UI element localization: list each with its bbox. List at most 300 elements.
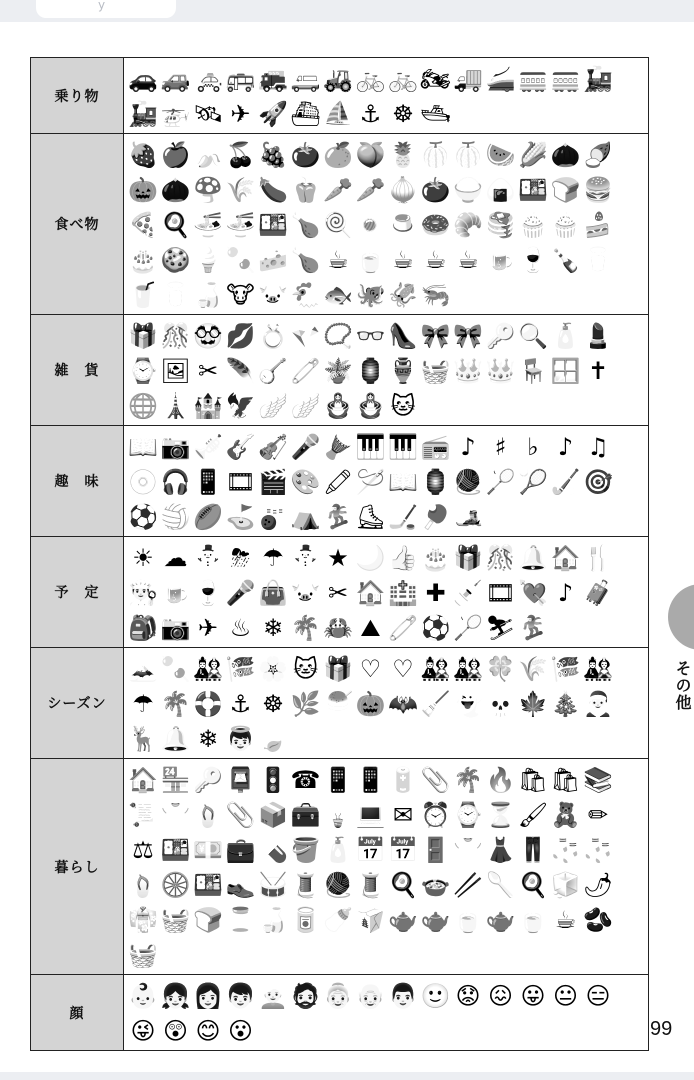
symbol-icon[interactable]: 🍷 xyxy=(193,578,223,607)
symbol-icon[interactable]: 🍗 xyxy=(290,210,321,239)
symbol-icon[interactable]: 🫖 xyxy=(420,905,451,934)
symbol-icon[interactable]: 🛥 xyxy=(420,99,451,128)
symbol-icon[interactable]: 🏮 xyxy=(420,467,451,496)
symbol-icon[interactable]: ✏ xyxy=(587,800,609,829)
symbol-icon[interactable]: 🍎 xyxy=(160,140,191,169)
symbol-icon[interactable]: 🛟 xyxy=(193,689,223,718)
symbol-icon[interactable]: 🌰 xyxy=(550,140,581,169)
symbol-icon[interactable]: 🌴 xyxy=(453,765,483,794)
symbol-icon[interactable]: 🍃 xyxy=(258,724,288,753)
symbol-icon[interactable]: 👍 xyxy=(388,543,418,572)
symbol-icon[interactable]: 🧦 xyxy=(583,835,613,864)
symbol-icon[interactable]: 🎎 xyxy=(193,654,223,683)
symbol-icon[interactable]: 🫖 xyxy=(485,905,516,934)
symbol-icon[interactable]: 😊 xyxy=(195,1016,221,1045)
symbol-icon[interactable]: ⛈ xyxy=(230,543,251,572)
symbol-icon[interactable]: 🍗 xyxy=(290,245,321,274)
symbol-icon[interactable]: 🧴 xyxy=(323,835,353,864)
symbol-icon[interactable]: 🧅 xyxy=(388,175,418,204)
symbol-icon[interactable]: 🎨 xyxy=(290,467,321,496)
symbol-icon[interactable]: 🎂 xyxy=(128,245,158,274)
symbol-icon[interactable]: 🏂 xyxy=(323,502,353,531)
symbol-icon[interactable]: 🥁 xyxy=(258,870,288,899)
symbol-icon[interactable]: 😛 xyxy=(520,981,546,1010)
symbol-icon[interactable]: 🎎 xyxy=(453,654,483,683)
symbol-icon[interactable]: 🍑 xyxy=(355,140,386,169)
symbol-icon[interactable]: 🍦 xyxy=(193,245,223,274)
symbol-icon[interactable]: ⚖ xyxy=(132,835,154,864)
symbol-icon[interactable]: 📎 xyxy=(225,800,256,829)
symbol-icon[interactable]: 🍴 xyxy=(583,543,613,572)
symbol-icon[interactable]: 🥛 xyxy=(160,280,191,309)
symbol-icon[interactable]: 🪑 xyxy=(518,356,548,385)
symbol-icon[interactable]: 🍮 xyxy=(388,210,418,239)
symbol-icon[interactable]: 🎤 xyxy=(290,432,321,461)
symbol-icon[interactable]: 🫖 xyxy=(388,905,418,934)
symbol-icon[interactable]: 🗻 xyxy=(128,654,158,683)
symbol-icon[interactable]: 🎞 xyxy=(485,578,516,607)
symbol-icon[interactable]: 🎸 xyxy=(225,432,256,461)
symbol-icon[interactable]: ⌚ xyxy=(453,800,483,829)
symbol-icon[interactable]: ⛵ xyxy=(323,99,353,128)
symbol-icon[interactable]: 🧁 xyxy=(550,210,581,239)
symbol-icon[interactable]: ⛴ xyxy=(290,99,321,128)
symbol-icon[interactable]: 🍪 xyxy=(160,245,191,274)
symbol-icon[interactable]: 🫑 xyxy=(290,175,321,204)
symbol-icon[interactable]: 🧺 xyxy=(160,905,191,934)
symbol-icon[interactable]: 💄 xyxy=(583,321,613,350)
symbol-icon[interactable]: 📮 xyxy=(225,765,256,794)
symbol-icon[interactable]: 📿 xyxy=(323,321,353,350)
symbol-icon[interactable]: 🎞 xyxy=(225,467,256,496)
symbol-icon[interactable]: 🍶 xyxy=(258,905,288,934)
symbol-icon[interactable]: 🎹 xyxy=(388,432,418,461)
symbol-icon[interactable]: 🏒 xyxy=(388,502,418,531)
symbol-icon[interactable]: 🍜 xyxy=(193,210,223,239)
symbol-icon[interactable]: ♯ xyxy=(494,432,507,461)
symbol-icon[interactable]: 🍳 xyxy=(160,210,191,239)
symbol-icon[interactable]: 👓 xyxy=(355,321,386,350)
symbol-icon[interactable]: 🍱 xyxy=(160,835,191,864)
symbol-icon[interactable]: 🪶 xyxy=(225,356,256,385)
symbol-icon[interactable]: 🚕 xyxy=(193,64,223,93)
symbol-icon[interactable]: 🍱 xyxy=(193,870,223,899)
symbol-icon[interactable]: 🌸 xyxy=(258,654,288,683)
symbol-icon[interactable]: 🎎 xyxy=(583,654,613,683)
symbol-icon[interactable]: ★ xyxy=(327,543,349,572)
symbol-icon[interactable]: 😜 xyxy=(130,1016,156,1045)
symbol-icon[interactable]: 🎊 xyxy=(485,543,516,572)
symbol-icon[interactable]: 🪘 xyxy=(323,432,353,461)
symbol-icon[interactable]: 🚜 xyxy=(323,64,353,93)
symbol-icon[interactable]: 🍵 xyxy=(355,245,386,274)
symbol-icon[interactable]: 🥤 xyxy=(128,280,158,309)
symbol-icon[interactable]: 💴 xyxy=(193,835,223,864)
symbol-icon[interactable]: 🏪 xyxy=(160,765,191,794)
symbol-icon[interactable]: 🥡 xyxy=(355,905,386,934)
symbol-icon[interactable]: 🍆 xyxy=(258,175,288,204)
symbol-icon[interactable]: ⛸ xyxy=(355,502,386,531)
symbol-icon[interactable]: 🩴 xyxy=(193,800,223,829)
symbol-icon[interactable]: 🛍 xyxy=(550,765,581,794)
symbol-icon[interactable]: 🍳 xyxy=(518,870,548,899)
symbol-icon[interactable]: 🧸 xyxy=(550,800,581,829)
symbol-icon[interactable]: 🧔 xyxy=(290,981,321,1010)
symbol-icon[interactable]: 🚃 xyxy=(550,64,581,93)
symbol-icon[interactable]: 🎃 xyxy=(355,689,386,718)
symbol-icon[interactable]: ☸ xyxy=(262,689,284,718)
symbol-icon[interactable]: 🏍 xyxy=(420,64,451,93)
symbol-icon[interactable]: 🧀 xyxy=(258,245,288,274)
symbol-icon[interactable]: 🪡 xyxy=(355,467,386,496)
symbol-icon[interactable]: ⚽ xyxy=(420,613,451,642)
symbol-icon[interactable]: 🚗 xyxy=(128,64,158,93)
symbol-icon[interactable]: 🔑 xyxy=(485,321,516,350)
symbol-icon[interactable]: 🏓 xyxy=(420,502,451,531)
symbol-icon[interactable]: ✈ xyxy=(230,99,251,128)
symbol-icon[interactable]: 🍒 xyxy=(225,140,256,169)
symbol-icon[interactable]: 🍁 xyxy=(518,689,548,718)
symbol-icon[interactable]: ⛺ xyxy=(290,502,321,531)
symbol-icon[interactable]: 👨 xyxy=(388,981,418,1010)
symbol-icon[interactable]: 🖼 xyxy=(160,356,191,385)
symbol-icon[interactable]: 🎧 xyxy=(160,467,191,496)
symbol-icon[interactable]: 👗 xyxy=(485,835,516,864)
symbol-icon[interactable]: 🍉 xyxy=(485,140,516,169)
symbol-icon[interactable]: 💿 xyxy=(128,467,158,496)
symbol-icon[interactable]: 🥞 xyxy=(485,210,516,239)
symbol-icon[interactable]: ☁ xyxy=(163,543,188,572)
symbol-icon[interactable]: 🐟 xyxy=(323,280,353,309)
symbol-icon[interactable]: 🚲 xyxy=(355,64,386,93)
symbol-icon[interactable]: 👨‍🍳 xyxy=(128,578,158,607)
symbol-icon[interactable]: ✝ xyxy=(587,356,609,385)
symbol-icon[interactable]: 🎺 xyxy=(193,432,223,461)
symbol-icon[interactable]: 👦 xyxy=(225,981,256,1010)
symbol-icon[interactable]: 👑 xyxy=(453,356,483,385)
symbol-icon[interactable]: 🌶 xyxy=(582,870,614,899)
symbol-icon[interactable]: 🎀 xyxy=(420,321,451,350)
symbol-icon[interactable]: ♪ xyxy=(557,432,574,461)
symbol-icon[interactable]: 🎤 xyxy=(225,578,256,607)
symbol-icon[interactable]: 🧵 xyxy=(290,870,321,899)
symbol-icon[interactable]: ♨ xyxy=(229,613,252,642)
symbol-icon[interactable]: 🥕 xyxy=(323,175,353,204)
symbol-icon[interactable]: ⛷ xyxy=(485,613,516,642)
symbol-icon[interactable]: 🏺 xyxy=(388,356,418,385)
symbol-icon[interactable]: 🍀 xyxy=(485,654,516,683)
symbol-icon[interactable]: 🌽 xyxy=(518,140,548,169)
symbol-icon[interactable]: ⏰ xyxy=(420,800,451,829)
symbol-icon[interactable]: 💻 xyxy=(355,800,386,829)
symbol-icon[interactable]: 😑 xyxy=(585,981,611,1010)
symbol-icon[interactable]: 👕 xyxy=(160,800,191,829)
symbol-icon[interactable]: ☎ xyxy=(290,765,321,794)
symbol-icon[interactable]: 📜 xyxy=(128,800,158,829)
symbol-icon[interactable]: 👱 xyxy=(258,981,288,1010)
symbol-icon[interactable]: 🧵 xyxy=(355,870,386,899)
symbol-icon[interactable]: 🍾 xyxy=(550,245,581,274)
symbol-icon[interactable]: 🌰 xyxy=(160,175,191,204)
symbol-icon[interactable]: 🧹 xyxy=(420,689,451,718)
symbol-icon[interactable]: 🥢 xyxy=(453,870,483,899)
symbol-icon[interactable]: 💼 xyxy=(225,835,256,864)
symbol-icon[interactable]: ⌚ xyxy=(128,356,158,385)
symbol-icon[interactable]: 📅 xyxy=(355,835,386,864)
symbol-icon[interactable]: 🍇 xyxy=(258,140,288,169)
symbol-icon[interactable]: 😟 xyxy=(455,981,481,1010)
symbol-icon[interactable]: 🪽 xyxy=(290,391,321,420)
symbol-icon[interactable]: 🔥 xyxy=(485,765,516,794)
symbol-icon[interactable]: 🧦 xyxy=(550,835,581,864)
symbol-icon[interactable]: 🚂 xyxy=(583,64,613,93)
symbol-icon[interactable]: 🔍 xyxy=(518,321,548,350)
symbol-icon[interactable]: 🍍 xyxy=(388,140,418,169)
symbol-icon[interactable]: 🍩 xyxy=(420,210,451,239)
symbol-icon[interactable]: ❄ xyxy=(262,613,284,642)
symbol-icon[interactable]: 🚲 xyxy=(388,64,418,93)
symbol-icon[interactable]: 🏂 xyxy=(518,613,548,642)
symbol-icon[interactable]: 🐱 xyxy=(292,654,319,683)
symbol-icon[interactable]: 💀 xyxy=(485,689,516,718)
symbol-icon[interactable]: 📦 xyxy=(258,800,288,829)
symbol-icon[interactable]: ✚ xyxy=(425,578,446,607)
symbol-icon[interactable]: 🍈 xyxy=(420,140,451,169)
symbol-icon[interactable]: ☕ xyxy=(327,245,349,274)
symbol-icon[interactable]: 🏸 xyxy=(485,467,516,496)
symbol-icon[interactable]: 🖍 xyxy=(322,467,354,496)
symbol-icon[interactable]: 🛞 xyxy=(160,870,191,899)
symbol-icon[interactable]: 🎬 xyxy=(258,467,288,496)
symbol-icon[interactable]: 🚌 xyxy=(225,64,256,93)
symbol-icon[interactable]: 🔔 xyxy=(518,543,548,572)
symbol-icon[interactable]: 🏑 xyxy=(550,467,581,496)
symbol-icon[interactable]: 📖 xyxy=(128,432,158,461)
symbol-icon[interactable]: 🍶 xyxy=(193,280,223,309)
symbol-icon[interactable]: 🌙 xyxy=(355,543,386,572)
symbol-icon[interactable]: 👵 xyxy=(323,981,353,1010)
symbol-icon[interactable]: 🫘 xyxy=(583,905,613,934)
symbol-icon[interactable]: 🧁 xyxy=(518,210,548,239)
symbol-icon[interactable]: 🦅 xyxy=(225,391,256,420)
symbol-icon[interactable]: 🌾 xyxy=(225,175,256,204)
symbol-icon[interactable]: 🪆 xyxy=(355,391,386,420)
symbol-icon[interactable]: ♪ xyxy=(557,578,574,607)
symbol-icon[interactable]: 🎏 xyxy=(550,654,581,683)
symbol-icon[interactable]: 🪟 xyxy=(550,356,581,385)
symbol-icon[interactable]: ⚓ xyxy=(359,99,382,128)
symbol-icon[interactable]: 👴 xyxy=(355,981,386,1010)
symbol-icon[interactable]: 🎳 xyxy=(258,502,288,531)
symbol-icon[interactable]: ⛰ xyxy=(360,613,381,642)
symbol-icon[interactable]: 🪕 xyxy=(258,356,288,385)
symbol-icon[interactable]: 🥛 xyxy=(583,245,613,274)
symbol-icon[interactable]: 🐷 xyxy=(258,280,288,309)
symbol-icon[interactable]: 🎁 xyxy=(453,543,483,572)
symbol-icon[interactable]: 🧺 xyxy=(128,940,158,969)
symbol-icon[interactable]: 🍺 xyxy=(485,245,516,274)
symbol-icon[interactable]: ⛄ xyxy=(290,543,321,572)
symbol-icon[interactable]: 👧 xyxy=(160,981,191,1010)
symbol-icon[interactable]: 🪴 xyxy=(323,356,353,385)
symbol-icon[interactable]: ⏳ xyxy=(485,800,516,829)
symbol-icon[interactable]: 🌿 xyxy=(290,689,321,718)
symbol-icon[interactable]: 🌴 xyxy=(160,689,191,718)
symbol-icon[interactable]: 🎁 xyxy=(128,321,158,350)
symbol-icon[interactable]: 🎅 xyxy=(583,689,613,718)
symbol-icon[interactable]: 🐮 xyxy=(226,280,255,309)
symbol-icon[interactable]: 🍚 xyxy=(453,175,483,204)
symbol-icon[interactable]: 🍓 xyxy=(128,140,158,169)
symbol-icon[interactable]: 💘 xyxy=(518,578,548,607)
symbol-icon[interactable]: 🖌 xyxy=(517,800,549,829)
symbol-icon[interactable]: 🚪 xyxy=(420,835,451,864)
symbol-icon[interactable]: ⛳ xyxy=(225,502,256,531)
symbol-icon[interactable]: 🍡 xyxy=(160,654,191,683)
symbol-icon[interactable]: 💍 xyxy=(258,321,288,350)
symbol-icon[interactable]: 🍜 xyxy=(225,210,256,239)
symbol-icon[interactable]: 📷 xyxy=(160,613,191,642)
symbol-icon[interactable]: 🍵 xyxy=(518,905,548,934)
side-index-tab[interactable] xyxy=(668,584,694,650)
symbol-icon[interactable]: 🎊 xyxy=(160,321,191,350)
symbol-icon[interactable]: 🎯 xyxy=(583,467,613,496)
symbol-icon[interactable]: 📖 xyxy=(388,467,418,496)
symbol-icon[interactable]: 🐷 xyxy=(290,578,321,607)
symbol-icon[interactable]: 📱 xyxy=(193,467,223,496)
symbol-icon[interactable]: 🎄 xyxy=(550,689,581,718)
symbol-icon[interactable]: 🍷 xyxy=(518,245,548,274)
symbol-icon[interactable]: 🦐 xyxy=(420,280,451,309)
symbol-icon[interactable]: 🏮 xyxy=(355,356,386,385)
symbol-icon[interactable]: 👕 xyxy=(453,835,483,864)
symbol-icon[interactable]: 🍞 xyxy=(550,175,581,204)
symbol-icon[interactable]: 🍱 xyxy=(518,175,548,204)
symbol-icon[interactable]: 🍈 xyxy=(453,140,483,169)
symbol-icon[interactable]: 👶 xyxy=(128,981,158,1010)
symbol-icon[interactable]: 💊 xyxy=(258,835,288,864)
symbol-icon[interactable]: ☕ xyxy=(392,245,414,274)
symbol-icon[interactable]: 🧺 xyxy=(420,356,451,385)
symbol-icon[interactable]: 🍠 xyxy=(583,140,613,169)
symbol-icon[interactable]: 🍅 xyxy=(290,140,321,169)
symbol-icon[interactable]: 🎻 xyxy=(258,432,288,461)
symbol-icon[interactable]: 😐 xyxy=(552,981,579,1010)
symbol-icon[interactable]: ♡ xyxy=(392,654,414,683)
symbol-icon[interactable]: 🌾 xyxy=(518,654,548,683)
symbol-icon[interactable]: 🏠 xyxy=(128,765,158,794)
symbol-icon[interactable]: 📱 xyxy=(355,765,386,794)
symbol-icon[interactable]: ☸ xyxy=(392,99,414,128)
symbol-icon[interactable]: 💡 xyxy=(323,800,353,829)
symbol-icon[interactable]: 🥕 xyxy=(355,175,386,204)
symbol-icon[interactable]: ☂ xyxy=(262,543,284,572)
symbol-icon[interactable]: 🔔 xyxy=(160,724,191,753)
symbol-icon[interactable]: 🏥 xyxy=(388,578,418,607)
symbol-icon[interactable]: 🍵 xyxy=(453,905,483,934)
symbol-icon[interactable]: 🍙 xyxy=(485,175,516,204)
symbol-icon[interactable]: ♫ xyxy=(587,432,609,461)
symbol-icon[interactable]: 🚂 xyxy=(128,99,158,128)
symbol-icon[interactable]: 🍰 xyxy=(583,210,613,239)
symbol-icon[interactable]: 🍱 xyxy=(258,210,288,239)
symbol-icon[interactable]: 🧊 xyxy=(550,870,581,899)
symbol-icon[interactable]: ☀ xyxy=(132,543,154,572)
symbol-icon[interactable]: 🍳 xyxy=(388,870,418,899)
symbol-icon[interactable]: 🍞 xyxy=(193,905,223,934)
symbol-icon[interactable]: 😖 xyxy=(487,981,514,1010)
symbol-icon[interactable]: 🍲 xyxy=(420,870,451,899)
symbol-icon[interactable]: 🍧 xyxy=(323,689,353,718)
symbol-icon[interactable]: 😲 xyxy=(162,1016,189,1045)
symbol-icon[interactable]: 🚦 xyxy=(258,765,288,794)
symbol-icon[interactable]: 🎁 xyxy=(323,654,353,683)
symbol-icon[interactable]: 🌴 xyxy=(290,613,321,642)
symbol-icon[interactable]: 🧰 xyxy=(290,800,321,829)
symbol-icon[interactable]: 🚁 xyxy=(160,99,191,128)
symbol-icon[interactable]: 🏠 xyxy=(550,543,581,572)
symbol-icon[interactable]: 🏠 xyxy=(355,578,386,607)
symbol-icon[interactable]: 🚀 xyxy=(258,99,288,128)
symbol-icon[interactable]: 🔑 xyxy=(193,765,223,794)
symbol-icon[interactable]: 👘 xyxy=(128,905,158,934)
symbol-icon[interactable]: ⛄ xyxy=(193,543,223,572)
symbol-icon[interactable]: 🍅 xyxy=(420,175,451,204)
symbol-icon[interactable]: 🥐 xyxy=(453,210,483,239)
symbol-icon[interactable]: ✈ xyxy=(197,613,219,642)
symbol-icon[interactable]: 🥄 xyxy=(485,870,516,899)
symbol-icon[interactable]: 🩴 xyxy=(128,870,158,899)
symbol-icon[interactable]: 👞 xyxy=(225,870,256,899)
symbol-icon[interactable]: 👑 xyxy=(485,356,516,385)
symbol-icon[interactable]: 📱 xyxy=(323,765,353,794)
symbol-icon[interactable]: 👖 xyxy=(518,835,548,864)
symbol-icon[interactable]: 🍺 xyxy=(160,578,191,607)
symbol-icon[interactable]: 🐱 xyxy=(390,391,416,420)
symbol-icon[interactable]: ☕ xyxy=(457,245,479,274)
symbol-icon[interactable]: 🧴 xyxy=(550,321,581,350)
symbol-icon[interactable]: 👻 xyxy=(453,689,483,718)
symbol-icon[interactable]: 🐙 xyxy=(355,280,386,309)
symbol-icon[interactable]: ♡ xyxy=(359,654,382,683)
symbol-icon[interactable]: 📅 xyxy=(388,835,418,864)
symbol-icon[interactable]: 🍕 xyxy=(128,210,158,239)
symbol-icon[interactable]: 🚒 xyxy=(258,64,288,93)
symbol-icon[interactable]: ♪ xyxy=(460,432,476,461)
symbol-icon[interactable]: 🚄 xyxy=(485,64,516,93)
symbol-icon[interactable]: 🔋 xyxy=(388,765,418,794)
symbol-icon[interactable]: 🧶 xyxy=(323,870,353,899)
symbol-icon[interactable]: 🎾 xyxy=(518,467,548,496)
symbol-icon[interactable]: ☕ xyxy=(424,245,447,274)
symbol-icon[interactable]: 🦑 xyxy=(388,280,418,309)
symbol-icon[interactable]: 🎀 xyxy=(453,321,483,350)
symbol-icon[interactable]: 🛍 xyxy=(517,765,549,794)
symbol-icon[interactable]: 🍬 xyxy=(355,210,386,239)
symbol-icon[interactable]: 😮 xyxy=(227,1016,254,1045)
symbol-icon[interactable]: 👼 xyxy=(225,724,256,753)
symbol-icon[interactable]: 🪆 xyxy=(323,391,353,420)
symbol-icon[interactable]: ☕ xyxy=(554,905,577,934)
symbol-icon[interactable]: 🍡 xyxy=(225,245,256,274)
symbol-icon[interactable]: ✉ xyxy=(392,800,414,829)
symbol-icon[interactable]: 🫙 xyxy=(225,905,256,934)
symbol-icon[interactable]: ❄ xyxy=(197,724,219,753)
symbol-icon[interactable]: 🚐 xyxy=(290,64,321,93)
symbol-icon[interactable]: 🎒 xyxy=(128,613,158,642)
symbol-icon[interactable]: 🪣 xyxy=(290,835,321,864)
symbol-icon[interactable]: 🧷 xyxy=(290,356,321,385)
